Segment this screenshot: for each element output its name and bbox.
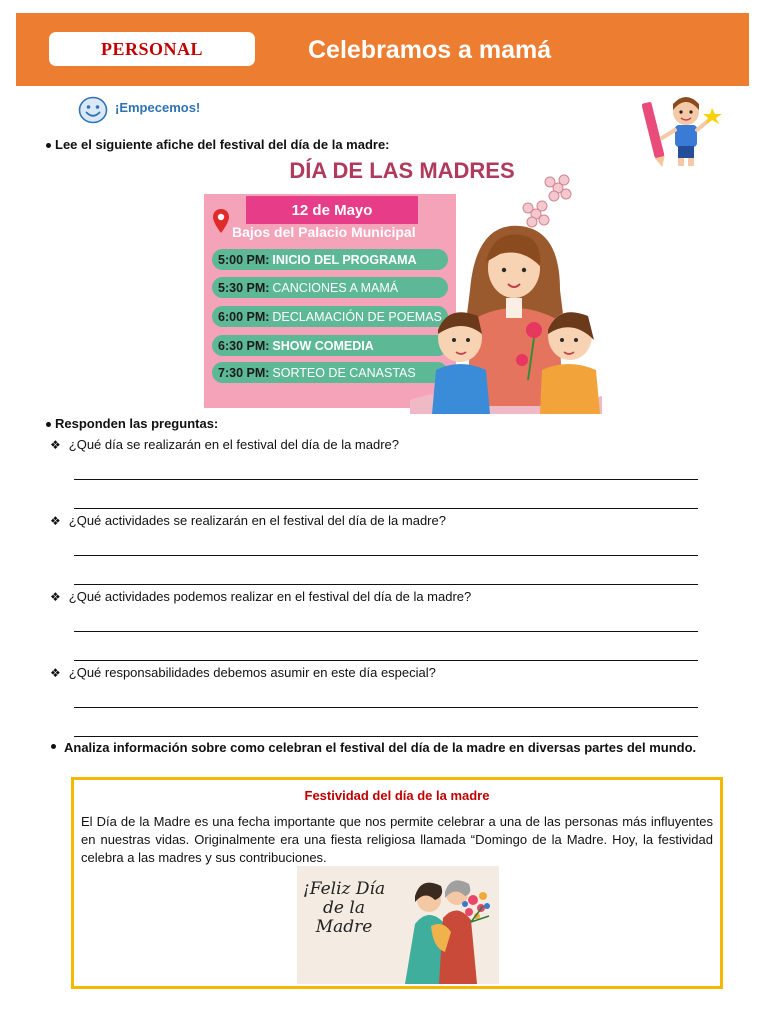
answer-instruction <box>46 416 218 431</box>
schedule-activity: DECLAMACIÓN DE POEMAS <box>272 309 442 324</box>
question-item <box>50 665 436 680</box>
read-poster-text: Lee el siguiente afiche del festival del día de la madre: <box>55 137 390 152</box>
card-greeting: ¡Feliz Día de la Madre <box>302 879 386 937</box>
info-box-text: El Día de la Madre es una fecha importante que nos permite celebrar a una de las personas más influyentes en nuestras vidas. Originalmente era una fiesta religiosa llamada “Domingo de la Madre. Hoy, la festividad celebra a las madres y sus contribuciones. <box>81 814 713 865</box>
question-text: ¿Qué día se realizarán en el festival del día de la madre? <box>68 437 400 452</box>
bullet-dot <box>46 422 51 427</box>
diamond-bullet-icon: ❖ <box>50 590 61 604</box>
answer-line[interactable] <box>74 707 698 708</box>
answer-line[interactable] <box>74 736 698 737</box>
mothers-day-card-image <box>297 866 499 984</box>
mother-hugging-child-illustration <box>385 866 499 984</box>
question-item <box>50 513 446 528</box>
schedule-activity: SORTEO DE CANASTAS <box>272 365 416 380</box>
answer-instruction-text: Responden las preguntas: <box>55 416 219 431</box>
schedule-activity: CANCIONES A MAMÁ <box>272 280 399 295</box>
question-item <box>50 589 471 604</box>
child-with-pencil-illustration <box>642 94 728 170</box>
schedule-time: 7:30 PM: <box>218 365 270 380</box>
poster-date: 12 de Mayo <box>246 196 418 224</box>
poster <box>204 156 600 414</box>
poster-title: DÍA DE LAS MADRES <box>289 158 515 183</box>
answer-line[interactable] <box>74 508 698 509</box>
question-text: ¿Qué actividades se realizarán en el festival del día de la madre? <box>68 513 446 528</box>
answer-line[interactable] <box>74 584 698 585</box>
diamond-bullet-icon: ❖ <box>50 666 61 680</box>
schedule-time: 6:30 PM: <box>218 338 270 353</box>
schedule-activity: INICIO DEL PROGRAMA <box>272 252 417 267</box>
subject-label: PERSONAL <box>100 38 203 59</box>
mother-and-children-illustration <box>410 170 602 414</box>
bullet-dot <box>46 143 51 148</box>
diamond-bullet-icon: ❖ <box>50 514 61 528</box>
diamond-bullet-icon: ❖ <box>50 438 61 452</box>
bullet-dot <box>51 744 56 749</box>
answer-line[interactable] <box>74 479 698 480</box>
read-poster-instruction <box>46 137 390 152</box>
answer-line[interactable] <box>74 660 698 661</box>
question-item <box>50 437 399 452</box>
location-pin-icon <box>212 208 230 234</box>
header-band <box>16 13 749 86</box>
answer-line[interactable] <box>74 631 698 632</box>
answer-line[interactable] <box>74 555 698 556</box>
intro-label: ¡Empecemos! <box>115 100 201 115</box>
question-text: ¿Qué actividades podemos realizar en el festival del día de la madre? <box>68 589 472 604</box>
page-title: Celebramos a mamá <box>308 36 552 64</box>
schedule-time: 6:00 PM: <box>218 309 270 324</box>
info-box-title: Festividad del día de la madre <box>304 788 490 803</box>
question-text: ¿Qué responsabilidades debemos asumir en este día especial? <box>68 665 436 680</box>
poster-venue: Bajos del Palacio Municipal <box>232 224 416 240</box>
schedule-time: 5:00 PM: <box>218 252 270 267</box>
analysis-instruction: Analiza información sobre como celebran el festival del día de la madre en diversas partes del mundo. <box>64 740 697 755</box>
smiley-icon <box>78 96 108 124</box>
subject-badge <box>49 32 255 66</box>
schedule-time: 5:30 PM: <box>218 280 270 295</box>
schedule-activity: SHOW COMEDIA <box>272 338 374 353</box>
info-box <box>71 777 723 989</box>
